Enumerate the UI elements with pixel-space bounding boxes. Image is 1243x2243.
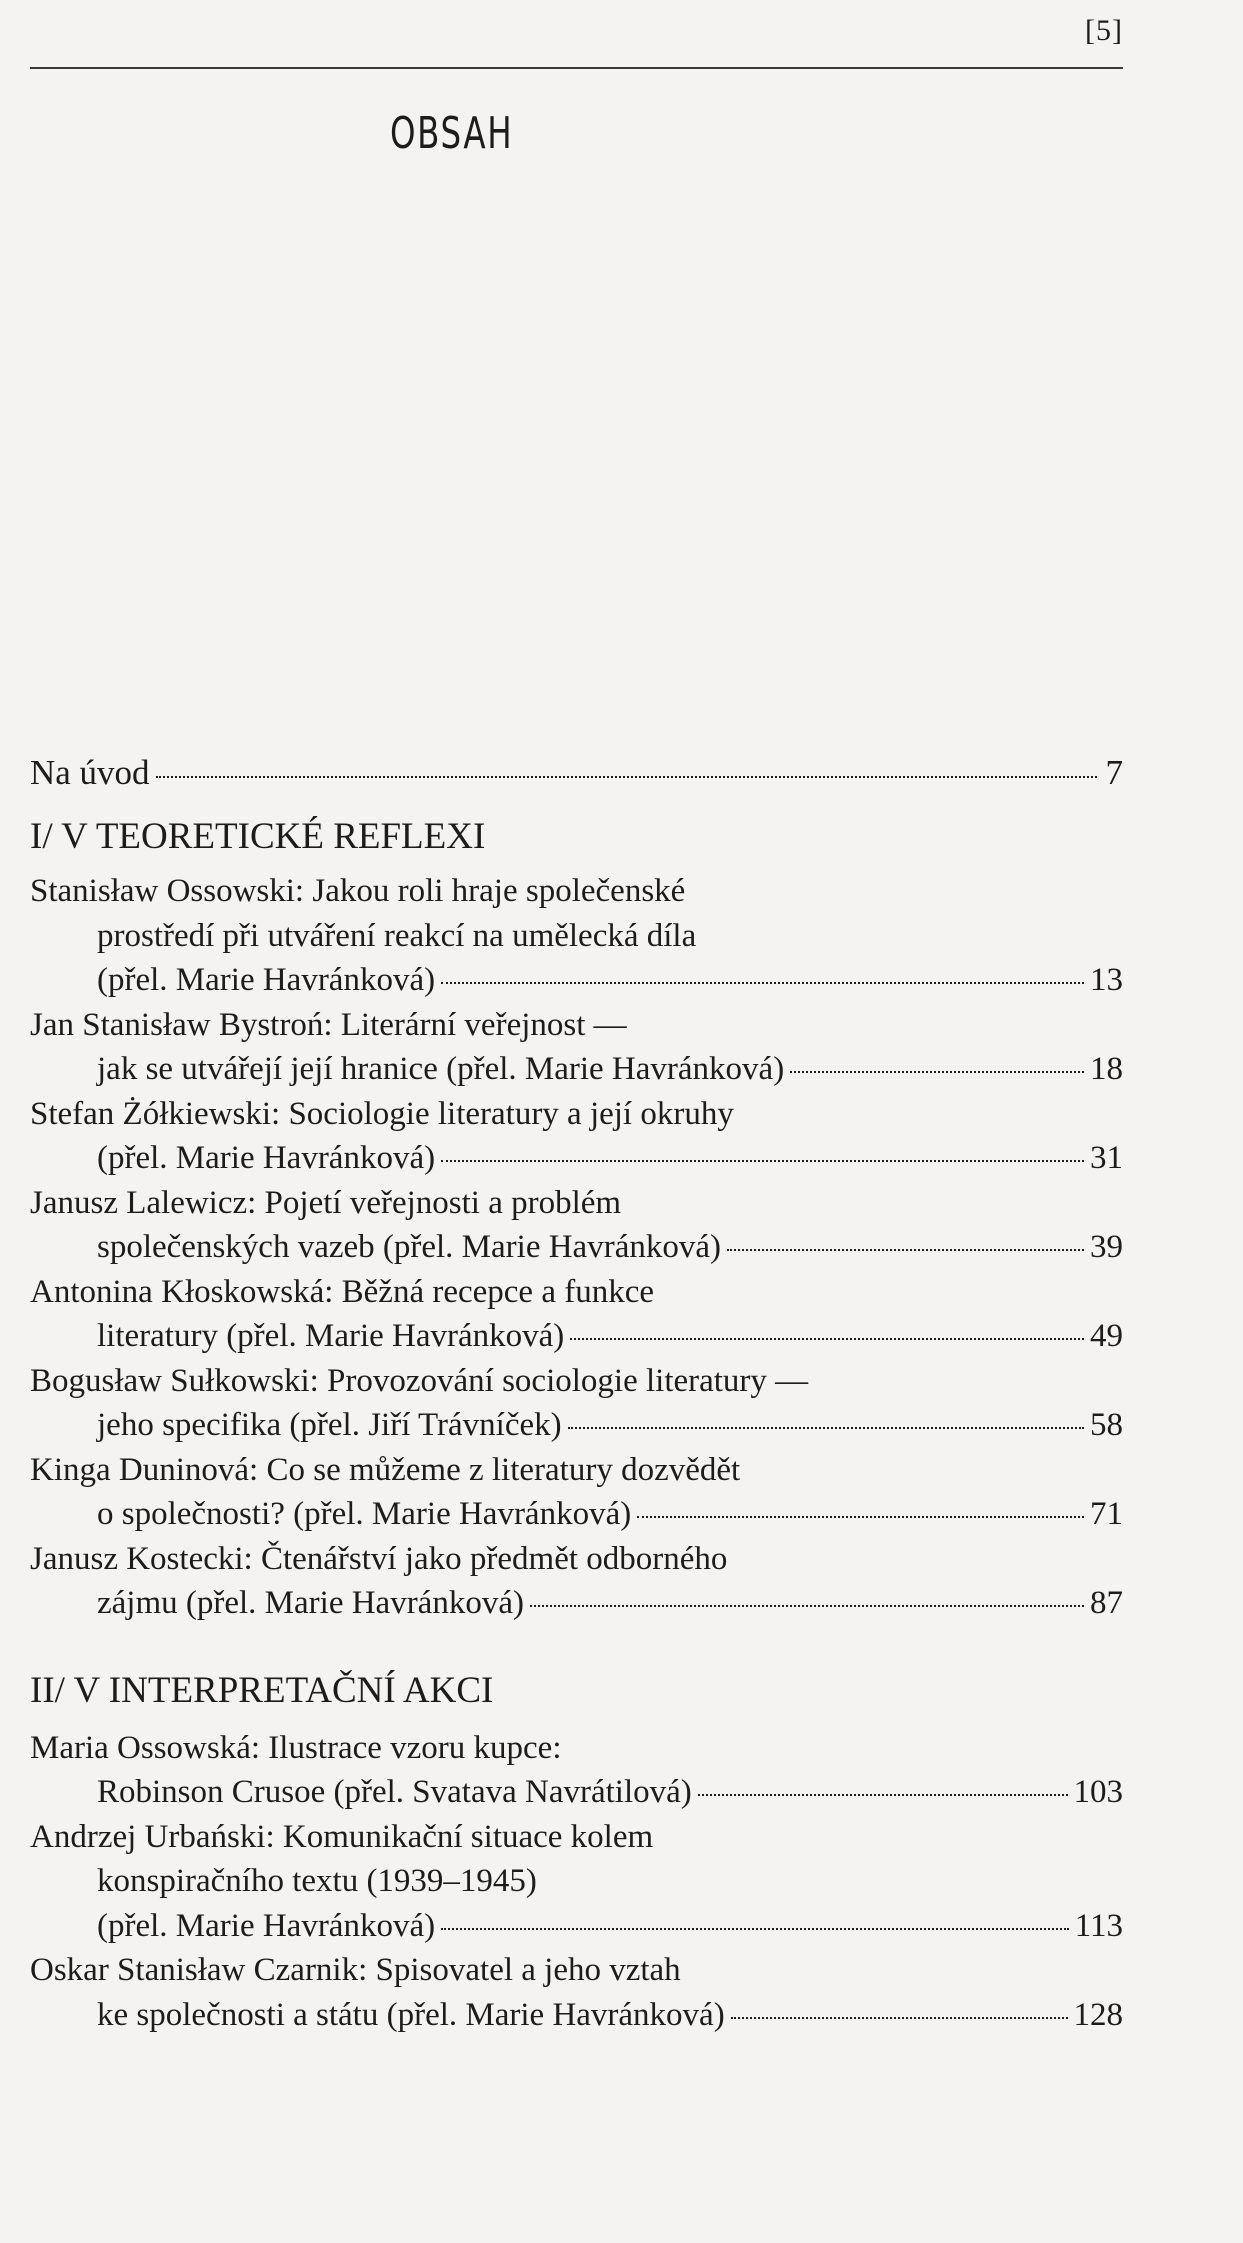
toc-entry-line: [30, 1726, 1123, 1771]
toc-entry: [30, 1359, 1123, 1448]
toc-entry-line: [30, 1359, 1123, 1404]
toc-entry: [30, 1815, 1123, 1949]
toc-entry-text: konspiračního textu (1939–1945): [97, 1863, 537, 1899]
toc-entry-line: [30, 1859, 1123, 1904]
toc-entry-line: [30, 914, 1123, 959]
toc-page-number: 39: [1090, 1229, 1123, 1265]
section-heading: I/ V TEORETICKÉ REFLEXI: [30, 816, 486, 857]
toc-entry-line: [30, 1948, 1123, 1993]
toc-page-number: 128: [1073, 1996, 1123, 2033]
toc-entry-text: (přel. Marie Havránková): [97, 962, 436, 998]
toc-page-number: 58: [1090, 1407, 1123, 1443]
dot-leader: [637, 1516, 1084, 1518]
toc-entry-text: jak se utvářejí její hranice (přel. Marie Havránková): [97, 1051, 785, 1087]
toc-page-number: 103: [1073, 1774, 1123, 1810]
toc-entry-text: (přel. Marie Havránková): [97, 1140, 436, 1176]
toc-entry-text: Antonina Kłoskowská: Běžná recepce a funkce: [30, 1273, 655, 1310]
toc-entry-line: [30, 1492, 1123, 1537]
dot-leader: [530, 1605, 1084, 1607]
table-of-contents: [30, 745, 1123, 2037]
toc-entry-line: [30, 1581, 1123, 1626]
toc-entry: [30, 869, 1123, 1003]
toc-entry-line: [30, 1225, 1123, 1270]
dot-leader: [441, 1160, 1084, 1162]
toc-entry-line: [30, 1047, 1123, 1092]
dot-leader: [727, 1249, 1084, 1251]
toc-page-number: 49: [1090, 1318, 1123, 1354]
toc-entry: [30, 1270, 1123, 1359]
page-number: [5]: [1085, 14, 1123, 47]
toc-entry-line: [30, 1403, 1123, 1448]
toc-entry: [30, 1948, 1123, 2037]
toc-entry: [30, 1726, 1123, 1815]
toc-entry-line: [30, 1092, 1123, 1137]
toc-entry: [30, 1537, 1123, 1626]
dot-leader: [698, 1794, 1068, 1796]
toc-entry-text: Bogusław Sułkowski: Provozování sociologie literatury —: [30, 1362, 809, 1399]
toc-entry: [30, 1448, 1123, 1537]
toc-page-number: 7: [1105, 753, 1123, 792]
toc-page-number: 18: [1090, 1051, 1123, 1087]
toc-entry: [30, 1181, 1123, 1270]
toc-entry-line: [30, 1136, 1123, 1181]
dot-leader: [790, 1071, 1084, 1073]
toc-entry-line: [30, 1815, 1123, 1860]
toc-entry-text: Stefan Żółkiewski: Sociologie literatury a její okruhy: [30, 1095, 734, 1132]
toc-entry-line: [30, 1537, 1123, 1582]
toc-entry-text: Oskar Stanisław Czarnik: Spisovatel a jeho vztah: [30, 1952, 681, 1988]
toc-sections: [30, 805, 1123, 2037]
toc-page-number: 13: [1090, 962, 1123, 998]
toc-entry-text: o společnosti? (přel. Marie Havránková): [97, 1496, 632, 1532]
section-heading: II/ V INTERPRETAČNÍ AKCI: [30, 1669, 494, 1711]
toc-entry-text: ke společnosti a státu (přel. Marie Havránková): [97, 1996, 725, 2033]
toc-entry-text: jeho specifika (přel. Jiří Trávníček): [97, 1407, 562, 1443]
toc-entry-line: [30, 958, 1123, 1003]
header-rule: [30, 67, 1123, 69]
dot-leader: [156, 776, 1097, 778]
toc-entry-line: [30, 1314, 1123, 1359]
toc-page-number: 71: [1090, 1496, 1123, 1532]
toc-entry-line: [30, 1770, 1123, 1815]
toc-entry-text: Na úvod: [30, 753, 150, 792]
toc-entry: [30, 1003, 1123, 1092]
toc-page-number: 87: [1090, 1585, 1123, 1621]
toc-entry-text: Kinga Duninová: Co se můžeme z literatury dozvědět: [30, 1451, 741, 1488]
toc-entry-line: [30, 1904, 1123, 1949]
dot-leader: [731, 2017, 1068, 2019]
toc-entry-line: [30, 1003, 1123, 1048]
toc-entry-text: Robinson Crusoe (přel. Svatava Navrátilová): [97, 1774, 692, 1810]
toc-entry: [30, 1092, 1123, 1181]
toc-entry-line: [30, 1448, 1123, 1493]
toc-entry-line: [30, 869, 1123, 914]
toc-entry-text: prostředí při utváření reakcí na umělecká díla: [97, 917, 697, 954]
contents-title: OBSAH: [390, 108, 514, 159]
toc-entry-text: Jan Stanisław Bystroń: Literární veřejnost —: [30, 1006, 627, 1043]
toc-entry-text: Maria Ossowská: Ilustrace vzoru kupce:: [30, 1729, 562, 1766]
dot-leader: [570, 1338, 1084, 1340]
toc-entry-text: literatury (přel. Marie Havránková): [97, 1318, 565, 1354]
toc-page-number: 31: [1090, 1140, 1123, 1176]
toc-entry-text: zájmu (přel. Marie Havránková): [97, 1585, 524, 1621]
toc-entry-text: (přel. Marie Havránková): [97, 1907, 436, 1944]
toc-entry-text: Andrzej Urbański: Komunikační situace kolem: [30, 1818, 654, 1855]
toc-page-number: 113: [1074, 1907, 1123, 1944]
toc-entry-line: [30, 1270, 1123, 1315]
toc-intro-entry: [30, 745, 1123, 801]
dot-leader: [441, 982, 1084, 984]
toc-entry-line: [30, 1993, 1123, 2038]
toc-entry-text: společenských vazeb (přel. Marie Havránková): [97, 1229, 721, 1265]
toc-entry-text: Janusz Kostecki: Čtenářství jako předmět odborného: [30, 1540, 728, 1577]
toc-entry-text: Stanisław Ossowski: Jakou roli hraje společenské: [30, 873, 686, 909]
toc-entry-line: [30, 1181, 1123, 1226]
dot-leader: [568, 1427, 1084, 1429]
toc-entry-text: Janusz Lalewicz: Pojetí veřejnosti a problém: [30, 1184, 622, 1221]
dot-leader: [441, 1928, 1069, 1930]
